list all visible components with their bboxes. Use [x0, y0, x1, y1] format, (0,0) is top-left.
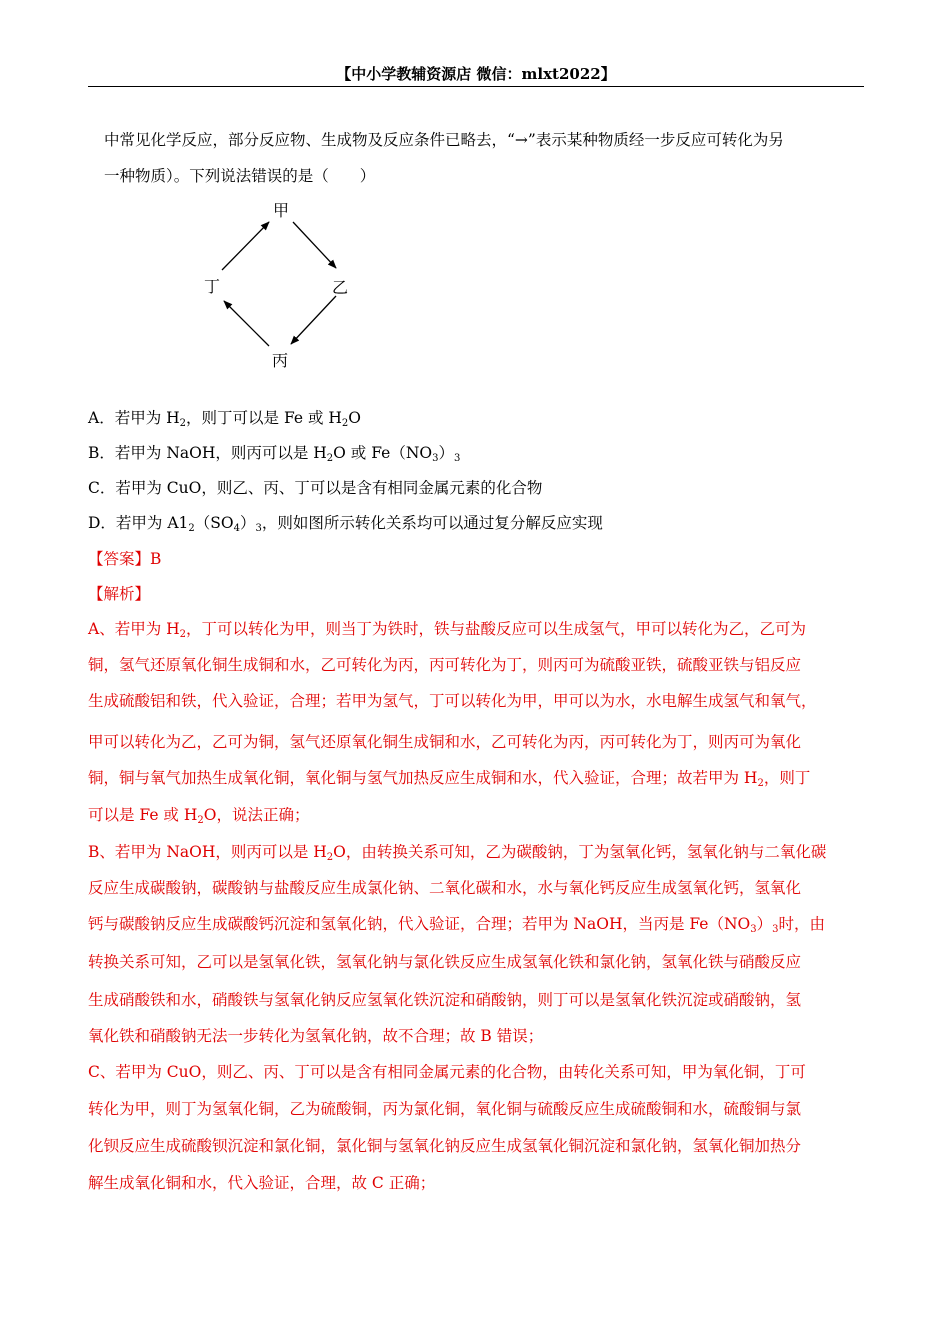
- node-yi: 乙: [332, 278, 349, 297]
- analysis-c-line-1: C、若甲为 CuO，则乙、丙、丁可以是含有相同金属元素的化合物，由转化关系可知，甲为氧化铜，丁可: [88, 1063, 806, 1081]
- analysis-a-line-2: 铜，氢气还原氧化铜生成铜和水，乙可转化为丙，丙可转化为丁，则丙可为硫酸亚铁，硫酸亚铁与铝反应: [88, 656, 802, 674]
- analysis-b-line-1: B、若甲为 NaOH，则丙可以是 $H_2O$，由转换关系可知，乙为碳酸钠，丁为氢氧化钙，氢氧化钠与二氧化碳: [88, 843, 827, 863]
- analysis-c-line-4: 解生成氧化铜和水，代入验证，合理，故 C 正确；: [88, 1174, 436, 1192]
- analysis-b-line-4: 转换关系可知，乙可以是氢氧化铁，氢氧化钠与氯化铁反应生成氢氧化铁和氯化钠，氢氧化铁与硝酸反应: [88, 953, 802, 971]
- analysis-label: 【解析】: [88, 585, 151, 603]
- arrow-jia-to-yi: [293, 222, 336, 268]
- arrow-ding-to-jia: [222, 222, 269, 270]
- page-header: 【中小学教辅资源店 微信：mlxt2022】: [336, 65, 616, 83]
- node-jia: 甲: [273, 201, 290, 220]
- header-divider: [88, 86, 864, 87]
- analysis-c-line-3: 化钡反应生成硫酸钡沉淀和氯化铜，氯化铜与氢氧化钠反应生成氢氧化铜沉淀和氯化钠，氢氧化铜加热分: [88, 1137, 802, 1155]
- option-b: B．若甲为 NaOH，则丙可以是 $H_2O$ 或 $Fe(NO_3)_3$: [88, 444, 461, 464]
- analysis-a-line-6: 可以是 Fe 或 $H_2O$，说法正确；: [88, 806, 310, 826]
- option-c: C．若甲为 CuO，则乙、丙、丁可以是含有相同金属元素的化合物: [88, 479, 543, 497]
- analysis-a-line-5: 铜，铜与氧气加热生成氧化铜，氧化铜与氢气加热反应生成铜和水，代入验证，合理；故若甲为 $H_2$，则丁: [88, 769, 811, 789]
- analysis-a-line-4: 甲可以转化为乙，乙可为铜，氢气还原氧化铜生成铜和水，乙可转化为丙，丙可转化为丁，则丙可为氧化: [88, 733, 802, 751]
- analysis-b-line-2: 反应生成碳酸钠，碳酸钠与盐酸反应生成氯化钠、二氧化碳和水，水与氧化钙反应生成氢氧化钙，氢氧化: [88, 879, 802, 897]
- analysis-c-line-2: 转化为甲，则丁为氢氧化铜，乙为硫酸铜，丙为氯化铜，氧化铜与硫酸反应生成硫酸铜和水，硫酸铜与氯: [88, 1100, 802, 1118]
- analysis-a-line-1: A、若甲为 $H_2$，丁可以转化为甲，则当丁为铁时，铁与盐酸反应可以生成氢气，甲可以转化为乙，乙可为: [88, 620, 807, 640]
- arrow-yi-to-bing: [291, 296, 336, 344]
- option-a: A．若甲为 $H_2$，则丁可以是 Fe 或 $H_2O$: [88, 409, 361, 429]
- analysis-b-line-3: 钙与碳酸钠反应生成碳酸钙沉淀和氢氧化钠，代入验证，合理；若甲为 NaOH，当丙是 $Fe(NO_3)_3$时，由: [88, 915, 826, 935]
- transformation-diagram: [190, 196, 370, 376]
- question-text-line-1: 中常见化学反应，部分反应物、生成物及反应条件已略去，“→”表示某种物质经一步反应可转化为另: [104, 131, 784, 149]
- analysis-a-line-3: 生成硫酸铝和铁，代入验证，合理；若甲为氢气，丁可以转化为甲，甲可以为水，水电解生成氢气和氧气，: [88, 692, 817, 710]
- analysis-b-line-6: 氧化铁和硝酸钠无法一步转化为氢氧化钠，故不合理；故 B 错误；: [88, 1027, 544, 1045]
- answer-line: 【答案】B: [88, 550, 162, 568]
- option-d: D．若甲为 $A1_2(SO_4)_3$，则如图所示转化关系均可以通过复分解反应实现: [88, 514, 603, 534]
- node-bing: 丙: [272, 351, 289, 370]
- arrow-bing-to-ding: [224, 301, 269, 346]
- analysis-b-line-5: 生成硝酸铁和水，硝酸铁与氢氧化钠反应氢氧化铁沉淀和硝酸钠，则丁可以是氢氧化铁沉淀或硝酸钠，氢: [88, 991, 802, 1009]
- node-ding: 丁: [204, 277, 221, 296]
- question-text-line-2: 一种物质）。下列说法错误的是（ ）: [104, 167, 376, 185]
